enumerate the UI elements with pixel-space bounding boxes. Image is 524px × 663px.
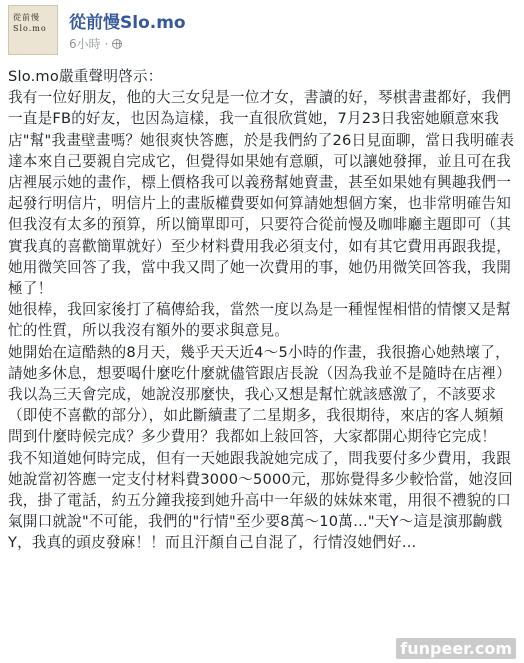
post-paragraph: 她很棒，我回家後打了稿傳給我，當然一度以為是一種惺惺相惜的情懷又是幫忙的性質，所以我沒有額外的要求與意見。	[8, 301, 511, 340]
post-paragraph: Slo.mo嚴重聲明啓示：	[8, 68, 163, 85]
post-timestamp[interactable]: 6小時	[69, 37, 101, 51]
post-paragraph: 她開始在這酷熱的8月天，幾乎天天近4～5小時的作畫，我很擔心她熱壞了，請她多休息，想要喝什麼吃什麼就儘管跟店長說（因為我並不是隨時在店裡）	[8, 343, 511, 382]
page-avatar[interactable]	[8, 5, 58, 55]
avatar-icon: 從前慢 Slo.mo	[13, 13, 47, 33]
globe-icon[interactable]	[112, 39, 122, 49]
page-name-link[interactable]: 從前慢Slo.mo	[69, 13, 186, 33]
post-paragraph: 我以為三天會完成，她說沒那麼快，我心又想是幫忙就該感激了，不該要求（即使不喜歡的部分），如此斷續畫了二星期多，我很期待，來店的客人頻頻問到什麼時候完成？多少費用？我都如上敍回答，大家都開心期待它完成！	[8, 386, 504, 446]
post-header	[8, 5, 516, 59]
meta-separator: ·	[104, 36, 109, 51]
post-body	[8, 66, 516, 554]
post-meta	[69, 35, 122, 52]
post-paragraph: 我不知道她何時完成，但有一天她跟我說她完成了，問我要付多少費用，我跟她說當初答應一定支付材料費3000～5000元，那妳覺得多少較恰當，她沒回我，掛了電話，約五分鐘我接到她升高中一年級的妹妹來電，用很不禮貌的口氣開口就說"不可能，我們的"行情"至少要8萬～10萬…"天Y～這是演那齣戲Y，我真的頭皮發麻！！而且汗顏自己自混了，行情沒她們好…	[8, 449, 513, 552]
post-paragraph: 我有一位好朋友，他的大三女兒是一位才女，書讀的好，琴棋書畫都好，我們一直是FB的好友，也因為這樣，我一直很欣賞她，7月23日我密她願意來我店"幫"我畫壁畫嗎？她很爽快答應，於是我們約了26日見面聊，當日我明確表達本來自己要親自完成它，但覺得如果她有意願，可以讓她發揮，並且可在我店裡展示她的畫作，標上價格我可以義務幫她賣畫，甚至如果她有興趣我們一起發行明信片，明信片上的畫版權費要如何算請她想個方案，也非常明確告知但我沒有太多的預算，所以簡單即可，只要符合從前慢及咖啡廳主題即可（其實我真的喜歡簡單就好）至少材料費用我必須支付，如有其它費用再跟我提，她用微笑回答了我，當中我又問了她一次費用的事，她仍用微笑回答我，我開極了！	[8, 89, 515, 298]
watermark: funpeer.com	[396, 638, 516, 659]
